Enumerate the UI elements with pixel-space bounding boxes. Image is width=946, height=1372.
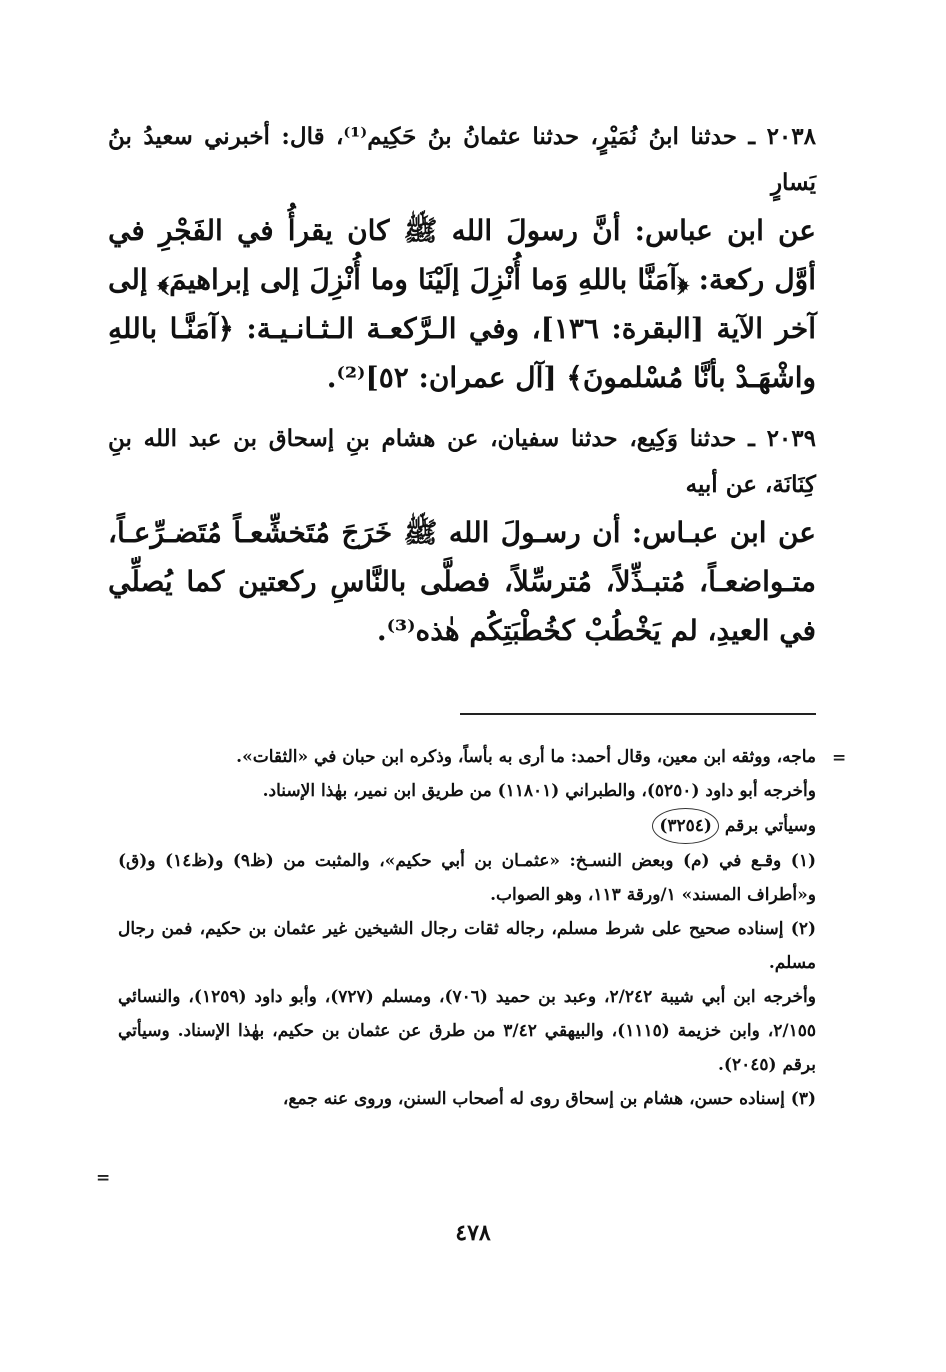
hadith-2039-matn: عن ابن عبـاس: أن رسـولَ الله ﷺ خَرَجَ مُتَخشِّعـاً مُتَضـرِّعـاً، متـواضعـاً، مُتبـذِّلاً، مُترسِّلاً، فصلَّى بالنَّاسِ ركعتين كما يُصلِّي في العيدِ، لم يَخْطُبْ كخُطْبَتِكُم هٰذه⁽³⁾. [108, 516, 816, 647]
hadith-2038-isnad: ٢٠٣٨ ـ حدثنا ابنُ نُمَيْرٍ، حدثنا عثمانُ بنُ حَكِيم⁽¹⁾، قال: أخبرني سعيدُ بنُ يَسارٍ [108, 123, 816, 196]
continuation-mark-top: = [832, 748, 847, 768]
circled-reference: (٣٢٥٤) [652, 808, 719, 844]
footnotes [118, 740, 816, 1116]
cross-ref-label: وسيأتي برقم [724, 816, 816, 836]
footnote-3: (٣) إسناده حسن، هشام بن إسحاق روى له أصحاب السنن، وروى عنه جمع، [282, 1089, 816, 1109]
footnote-2-sources: وأخرجه ابن أبي شيبة ٢/٢٤٢، وعبد بن حميد (٧٠٦)، ومسلم (٧٢٧)، وأبو داود (١٢٥٩)، والنسائي ٢/١٥٥، وابن خزيمة (١١١٥)، والبيهقي ٣/٤٢ من طرق عن عثمان بن حكيم، بهٰذا الإسناد. وسيأتي برقم (٢٠٤٥). [118, 987, 816, 1075]
footnote-continued: ماجه، ووثقه ابن معين، وقال أحمد: ما أرى به بأساً، وذكره ابن حبان في «الثقات». [236, 747, 816, 767]
continuation-mark-bottom: = [96, 1168, 111, 1188]
footnote-cross-ref [118, 808, 816, 844]
page-number: ٤٧٨ [455, 1220, 491, 1246]
footnote-divider [460, 713, 816, 715]
footnote-2: (٢) إسناده صحيح على شرط مسلم، رجاله ثقات رجال الشيخين غير عثمان بن حكيم، فمن رجال مسلم. [118, 919, 816, 973]
hadith-2039-isnad: ٢٠٣٩ ـ حدثنا وَكِيع، حدثنا سفيان، عن هشام بنِ إسحاق بن عبد الله بنِ كِنَانَة، عن أبيه [108, 425, 816, 498]
main-text [108, 108, 816, 669]
footnote-1: (١) وقـع في (م) وبعض النسـخ: «عثمـان بن أبي حكيم»، والمثبت من (ظ٩) و(ظ١٤) و(ق) و«أطراف المسند» ١/ورقة ١١٣، وهو الصواب. [118, 851, 817, 905]
hadith-2038-matn: عن ابن عباس: أنَّ رسولَ الله ﷺ كان يقرأُ في الفَجْرِ في أوَّل ركعة: ﴿آمَنَّا باللهِ وَما أُنْزِلَ إلَيْنَا وما أُنْزِلَ إلى إبراهيمَ﴾ إلى آخر الآية [البقرة: ١٣٦]، وفي الـرَّكعـة الـثـانـيـة: ﴿آمَنَّـا باللهِ واشْهَـدْ بأنَّا مُسْلمونَ﴾ [آل عمران: ٥٢]⁽²⁾. [108, 214, 816, 394]
footnote-continued-line2: وأخرجه أبو داود (٥٢٥٠)، والطبراني (١١٨٠١) من طريق ابن نمير، بهٰذا الإسناد. [262, 781, 816, 801]
